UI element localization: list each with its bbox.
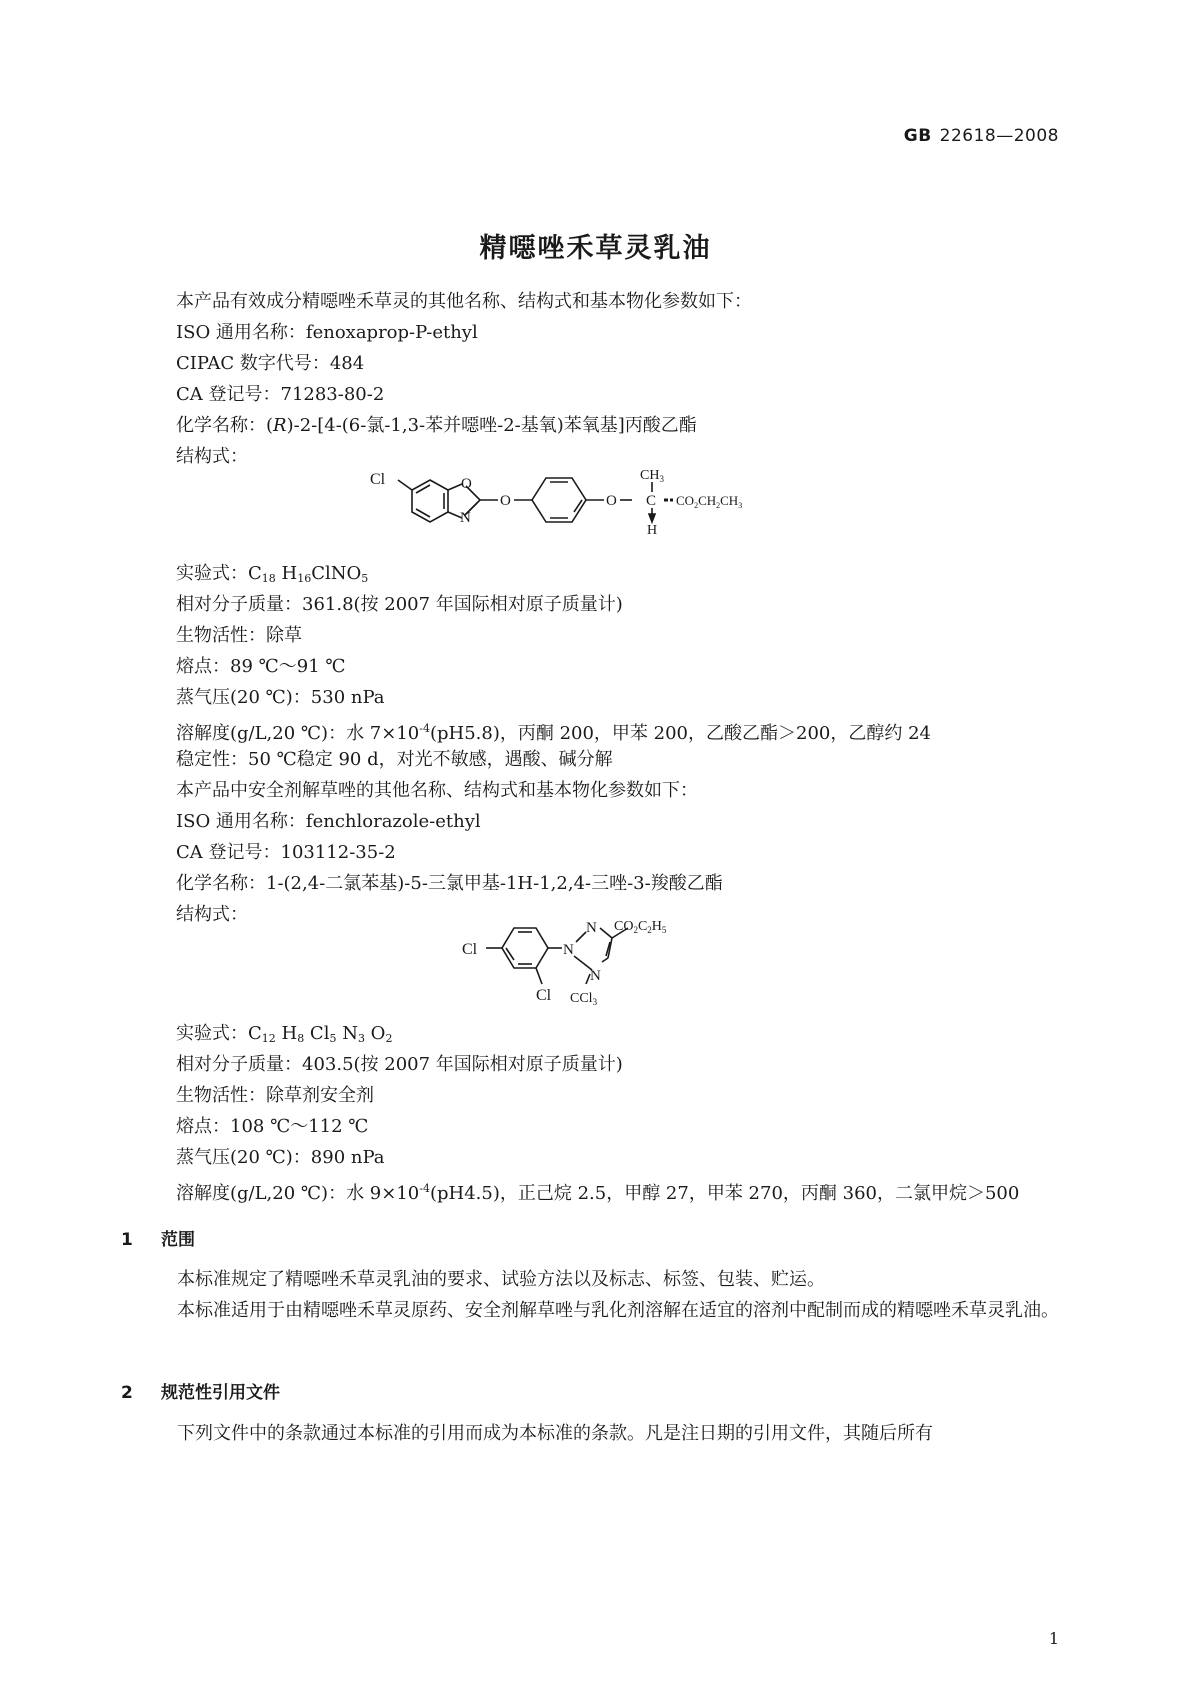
safener-bioactivity: 生物活性：除草剂安全剂 [176, 1085, 374, 1106]
active-ca-number: CA 登记号：71283-80-2 [176, 384, 385, 405]
ethyl-ester-group: $CO_2C_2H_5$ [614, 919, 667, 935]
standard-number [904, 126, 1059, 146]
section-1-paragraph-2: 本标准适用于由精噁唑禾草灵原药、安全剂解草唑与乳化剂溶解在适宜的溶剂中配制而成的精噁唑禾草灵乳油。 [177, 1300, 1059, 1321]
ether-o-atom-1: O [500, 493, 511, 509]
safener-structure-label: 结构式： [176, 904, 248, 925]
formula-subscript: 5 [361, 572, 369, 585]
safener-vapour-pressure: 蒸气压(20 ℃)：890 nPa [176, 1147, 385, 1168]
section-1-paragraph-1: 本标准规定了精噁唑禾草灵乳油的要求、试验方法以及标志、标签、包装、贮运。 [177, 1269, 825, 1290]
trichloromethyl-group: CCl$_3$ [570, 991, 598, 1007]
active-bioactivity: 生物活性：除草 [176, 625, 302, 646]
safener-melting-point: 熔点：108 ℃～112 ℃ [176, 1116, 369, 1137]
cl-atom: Cl [370, 471, 386, 488]
formula-subscript: 12 [261, 1032, 276, 1045]
hydrogen-atom: H [647, 523, 658, 538]
safener-ca-number: CA 登记号：103112-35-2 [176, 842, 396, 863]
cl-atom-ortho: Cl [536, 987, 552, 1004]
formula-subscript: 16 [297, 572, 312, 585]
active-chemical-name: 化学名称：(R)-2-[4-(6-氯-1,3-苯并噁唑-2-基氧)苯氧基]丙酸乙酯 [176, 415, 697, 436]
safener-structural-formula [462, 918, 722, 1018]
active-solubility: 溶解度(g/L,20 ℃)：水 $7\times 10^{-4}(pH5.8)$，丙酮 200，甲苯 200，乙酸乙酯＞200，乙醇约 24 [176, 722, 931, 744]
formula-subscript: 8 [297, 1032, 305, 1045]
formula-subscript: 2 [385, 1032, 393, 1045]
oxazole-o-atom: O [461, 476, 472, 492]
chiral-c-atom: C [646, 493, 657, 509]
formula-subscript: 18 [261, 572, 276, 585]
active-cipac: CIPAC 数字代号：484 [176, 353, 365, 374]
active-molecular-mass: 相对分子质量：361.8(按 2007 年国际相对原子质量计) [176, 594, 623, 615]
active-melting-point: 熔点：89 ℃～91 ℃ [176, 656, 346, 677]
formula-subscript: 3 [357, 1032, 365, 1045]
section-2-paragraph-1: 下列文件中的条款通过本标准的引用而成为本标准的条款。凡是注日期的引用文件，其随后所有 [177, 1423, 933, 1444]
safener-empirical-formula: 实验式：$C_{12}$ $H_8$ $Cl_5$ $N_3$ $O_2$ [176, 1023, 393, 1045]
section-1-heading: 1 范围 [121, 1230, 195, 1250]
ethyl-ester-group: $CO_2CH_2CH_3$ [676, 493, 743, 510]
page-number: 1 [1048, 1629, 1059, 1648]
safener-intro: 本产品中安全剂解草唑的其他名称、结构式和基本物化参数如下： [176, 780, 698, 801]
active-vapour-pressure: 蒸气压(20 ℃)：530 nPa [176, 687, 385, 708]
active-empirical-formula: 实验式：$C_{18}$ $H_{16}ClNO_5$ [176, 563, 369, 585]
ether-o-atom-2: O [606, 493, 617, 509]
active-structure-label: 结构式： [176, 446, 248, 467]
safener-chemical-name: 化学名称：1-(2,4-二氯苯基)-5-三氯甲基-1H-1,2,4-三唑-3-羧酸乙酯 [176, 873, 723, 894]
active-stability: 稳定性：50 ℃稳定 90 d，对光不敏感，遇酸、碱分解 [176, 749, 613, 770]
triazole-n1: N [563, 942, 574, 958]
safener-iso-name: ISO 通用名称：fenchlorazole-ethyl [176, 811, 481, 832]
active-iso-name: ISO 通用名称：fenoxaprop-P-ethyl [176, 322, 478, 343]
safener-molecular-mass: 相对分子质量：403.5(按 2007 年国际相对原子质量计) [176, 1054, 623, 1075]
cl-atom-para: Cl [462, 941, 478, 958]
oxazole-n-atom: N [460, 510, 471, 526]
formula-subscript: 5 [329, 1032, 337, 1045]
active-structural-formula [370, 462, 790, 542]
active-intro: 本产品有效成分精噁唑禾草灵的其他名称、结构式和基本物化参数如下： [176, 291, 752, 312]
triazole-n2: N [586, 920, 597, 936]
std-prefix: GB [903, 126, 932, 146]
std-number: 22618—2008 [939, 126, 1059, 146]
page-title: 精噁唑禾草灵乳油 [479, 233, 712, 264]
triazole-n4: N [590, 968, 601, 984]
methyl-group: $CH_3$ [640, 468, 664, 484]
safener-solubility: 溶解度(g/L,20 ℃)：水 $9\times 10^{-4}(pH4.5)$，正己烷 2.5，甲醇 27，甲苯 270，丙酮 360，二氯甲烷＞500 [176, 1182, 1020, 1204]
section-2-heading: 2 规范性引用文件 [121, 1383, 280, 1403]
